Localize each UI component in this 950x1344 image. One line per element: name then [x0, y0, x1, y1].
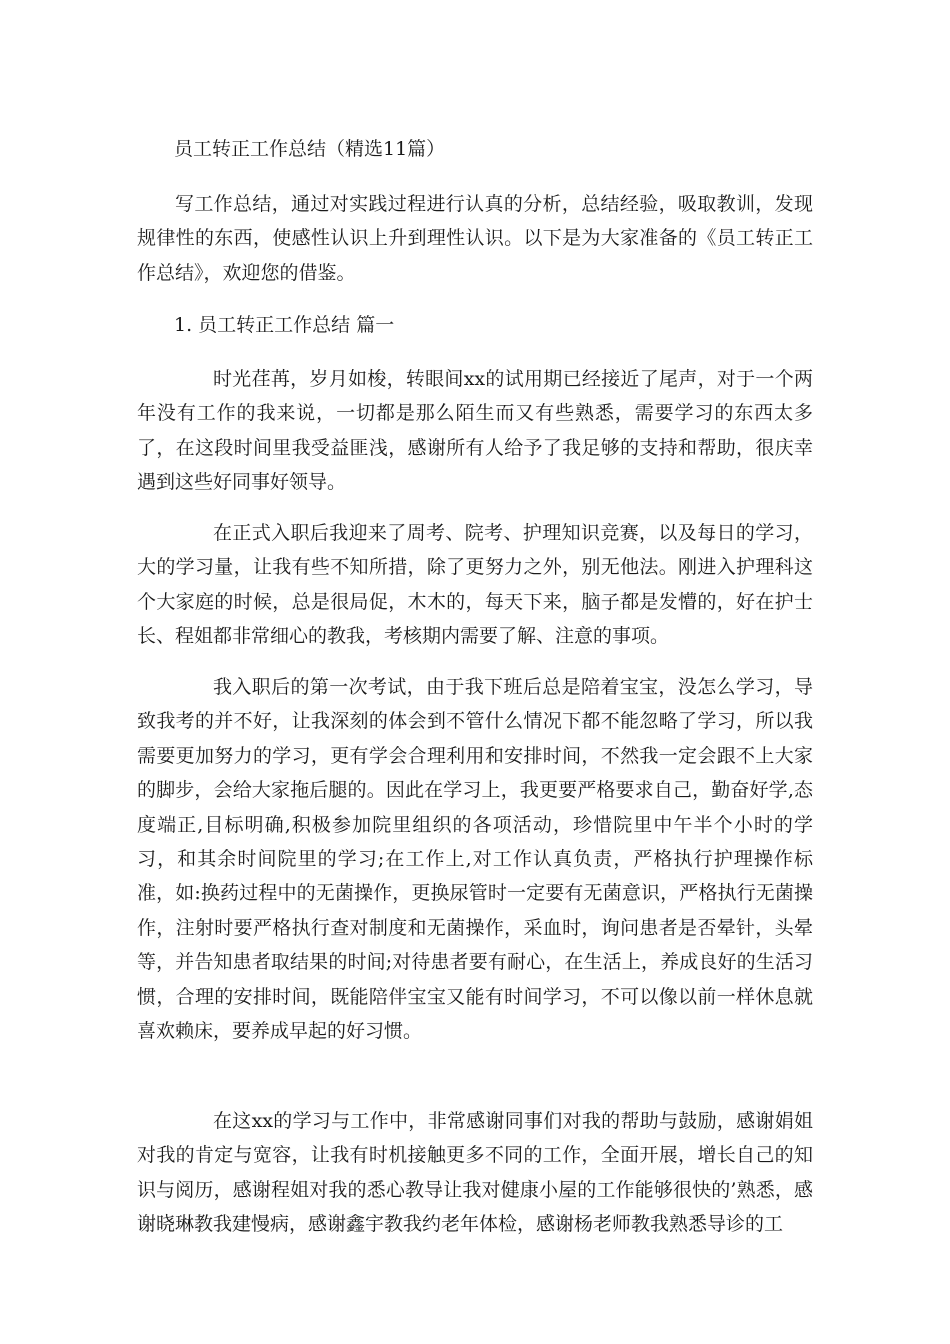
- body-paragraph-1: 时光荏苒，岁月如梭，转眼间xx的试用期已经接近了尾声，对于一个两年没有工作的我来说，一切都是那么陌生而又有些熟悉，需要学习的东西太多了，在这段时间里我受益匪浅，感谢所有人给予了我足够的支持和帮助，很庆幸遇到这些好同事好领导。: [137, 368, 813, 494]
- body-paragraph-2: 在正式入职后我迎来了周考、院考、护理知识竞赛，以及每日的学习，大的学习量，让我有些不知所措，除了更努力之外，别无他法。刚进入护理科这个大家庭的时候，总是很局促，木木的，每天下来，脑子都是发懵的，好在护士长、程姐都非常细心的教我，考核期内需要了解、注意的事项。: [137, 522, 813, 648]
- document-title: 员工转正工作总结（精选11篇）: [174, 138, 446, 160]
- intro-paragraph: 写工作总结，通过对实践过程进行认真的分析，总结经验，吸取教训，发现规律性的东西，使感性认识上升到理性认识。以下是为大家准备的《员工转正工作总结》，欢迎您的借鉴。: [137, 193, 813, 284]
- body-paragraph-3: 我入职后的第一次考试，由于我下班后总是陪着宝宝，没怎么学习，导致我考的并不好，让我深刻的体会到不管什么情况下都不能忽略了学习，所以我需要更加努力的学习，更有学会合理利用和安排时间，不然我一定会跟不上大家的脚步，会给大家拖后腿的。因此在学习上，我更要严格要求自己，勤奋好学,态度端正,目标明确,积极参加院里组织的各项活动，珍惜院里中午半个小时的学习，和其余时间院里的学习;在工作上,对工作认真负责，严格执行护理操作标准，如:换药过程中的无菌操作，更换尿管时一定要有无菌意识，严格执行无菌操作，注射时要严格执行查对制度和无菌操作，采血时，询问患者是否晕针，头晕等，并告知患者取结果的时间;对待患者要有耐心，在生活上，养成良好的生活习惯，合理的安排时间，既能陪伴宝宝又能有时间学习，不可以像以前一样休息就喜欢赖床，要养成早起的好习惯。: [137, 676, 813, 1043]
- section-heading: 1. 员工转正工作总结 篇一: [174, 314, 395, 336]
- body-paragraph-4: 在这xx的学习与工作中，非常感谢同事们对我的帮助与鼓励，感谢娟姐对我的肯定与宽容，让我有时机接触更多不同的工作，全面开展，增长自己的知识与阅历，感谢程姐对我的悉心教导让我对健康小屋的工作能够很快的’熟悉，感谢晓琳教我建慢病，感谢鑫宇教我约老年体检，感谢杨老师教我熟悉导诊的工: [137, 1110, 813, 1236]
